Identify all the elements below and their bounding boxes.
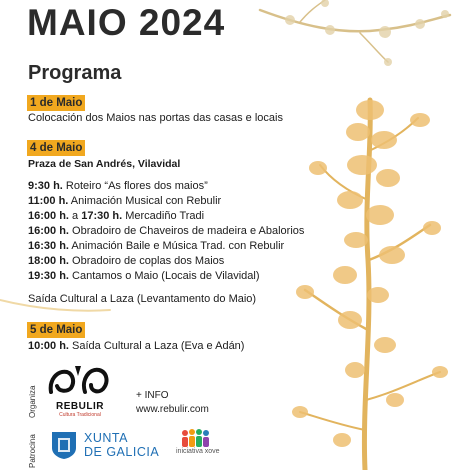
xunta-line2: DE GALICIA [84, 445, 160, 459]
event-row [28, 239, 284, 253]
event-row [28, 194, 221, 208]
patrocina-label: Patrocina [28, 434, 37, 468]
event-row [28, 269, 260, 283]
event-time: 16:00 h. [28, 210, 69, 222]
date-tag-day3: 5 de Maio [27, 322, 85, 338]
xunta-shield-icon [50, 430, 78, 460]
event-time-end: 17:30 h. [81, 210, 123, 222]
event-text: Animación Musical con Rebulir [68, 195, 222, 207]
page-title: MAIO 2024 [27, 2, 226, 43]
event-text: Obradoiro de coplas dos Maios [68, 255, 225, 267]
event-text: Cantamos o Maio (Locais de Vilavidal) [68, 270, 260, 282]
event-time: 10:00 h. [28, 340, 69, 352]
rebulir-name: REBULIR [56, 401, 104, 412]
event-text: Saída Cultural a Laza (Eva e Adán) [68, 340, 245, 352]
event-time: 19:30 h. [28, 270, 69, 282]
date-tag-day1: 1 de Maio [27, 95, 85, 111]
xove-logo [170, 428, 220, 462]
event-text-2: Mercadiño Tradi [122, 210, 205, 222]
rebulir-tagline: Cultura Tradicional [59, 412, 101, 418]
event-row [28, 254, 224, 268]
more-info-label: + INFO [136, 390, 169, 401]
event-row [28, 224, 304, 238]
info-url[interactable]: www.rebulir.com [136, 404, 209, 415]
date-tag-day2: 4 de Maio [27, 140, 85, 156]
event-text: Obradoiro de Chaveiros de madeira e Abalorios [68, 225, 305, 237]
xunta-line1: XUNTA [84, 431, 128, 445]
event-time: 9:30 h. [28, 180, 63, 192]
event-row [28, 179, 208, 193]
day2-venue: Praza de San Andrés, Vilavidal [28, 158, 181, 170]
section-title: Programa [28, 62, 122, 84]
event-text: Animación Baile e Música Trad. con Rebulir [68, 240, 285, 252]
event-row [28, 209, 204, 223]
day2-extra: Saída Cultural a Laza (Levantamento do Maio) [28, 293, 257, 305]
xove-people-icon [180, 428, 210, 448]
xove-label: iniciativa xove [176, 448, 220, 455]
event-text: Roteiro “As flores dos maios” [62, 180, 208, 192]
event-time: 16:30 h. [28, 240, 69, 252]
event-text: a [68, 210, 82, 222]
day1-text: Colocación dos Maios nas portas das casas e locais [28, 112, 283, 124]
rebulir-logo-icon [45, 362, 115, 398]
xunta-logo [50, 428, 160, 462]
event-row [28, 339, 244, 353]
organiza-label: Organiza [28, 385, 37, 418]
rebulir-logo [45, 362, 115, 418]
event-time: 11:00 h. [28, 195, 69, 207]
event-time: 16:00 h. [28, 225, 69, 237]
event-time: 18:00 h. [28, 255, 69, 267]
